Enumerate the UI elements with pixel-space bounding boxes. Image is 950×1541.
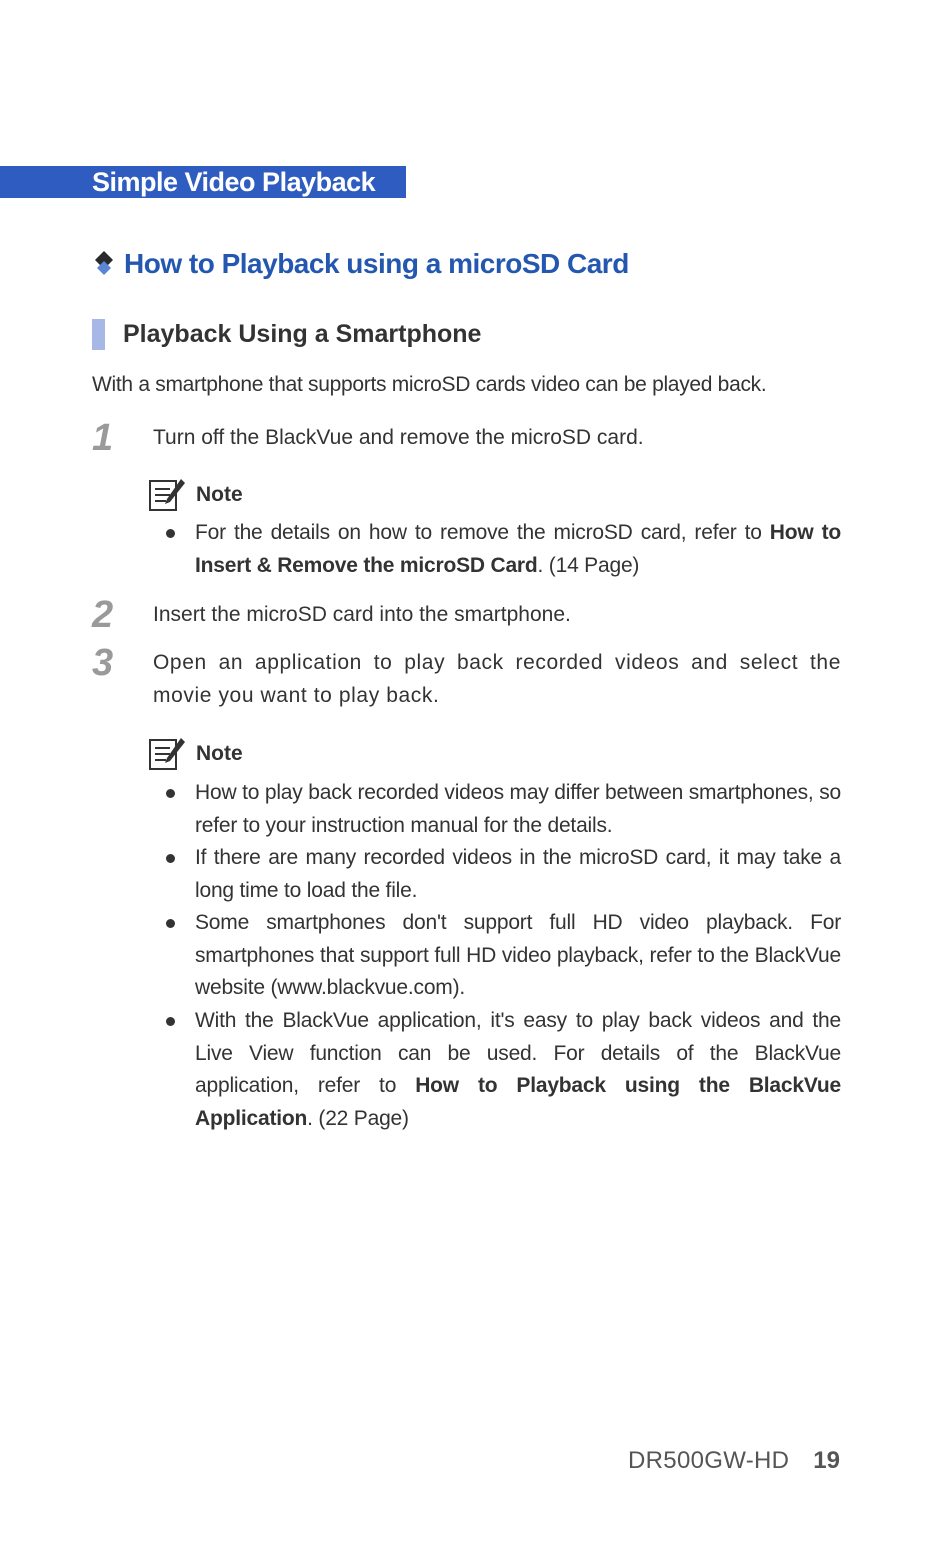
note-label-1: Note — [196, 483, 243, 506]
page-footer — [628, 1447, 840, 1475]
subheading-text: Playback Using a Smartphone — [123, 319, 482, 348]
section-title: Simple Video Playback — [92, 167, 376, 197]
note-2-bullet-4-page-ref: . (22 Page) — [307, 1106, 409, 1130]
subheading — [92, 318, 481, 350]
subheading-bar — [92, 319, 105, 350]
note-pencil-icon — [148, 736, 186, 772]
section-title-bar — [0, 166, 406, 198]
note-2-bullet-2: If there are many recorded videos in the microSD card, it may take a long time to load the file. — [195, 842, 841, 907]
note-heading-1 — [148, 477, 243, 513]
main-heading — [92, 246, 629, 282]
model-name: DR500GW-HD — [628, 1447, 790, 1474]
diamond-icon — [92, 248, 118, 280]
note-2-bullet-4 — [195, 1005, 841, 1135]
heading-text: How to Playback using a microSD Card — [124, 248, 629, 279]
page-number: 19 — [813, 1447, 840, 1474]
note-heading-2 — [148, 736, 243, 772]
note-1-bullet — [195, 517, 841, 582]
step-number-3: 3 — [92, 642, 114, 684]
note-2-bullet-3: Some smartphones don't support full HD video playback. For smartphones that support full HD video playback, refer to the BlackVue website (www.blackvue.com). — [195, 907, 841, 1005]
step-text-2: Insert the microSD card into the smartphone. — [153, 603, 571, 626]
note-1-text: For the details on how to remove the microSD card, refer to — [195, 521, 770, 544]
note-2-bullet-4-text: With the BlackVue application, it's easy to play back videos and the Live View function can be used. For details of the BlackVue application, refer to — [195, 1009, 841, 1097]
note-label-2: Note — [196, 742, 243, 765]
note-1-page-ref: . (14 Page) — [537, 553, 640, 577]
step-number-1: 1 — [92, 417, 114, 459]
step-number-2: 2 — [92, 594, 114, 636]
note-2-bullet-1: How to play back recorded videos may differ between smartphones, so refer to your instruction manual for the details. — [195, 777, 841, 842]
note-2-bullet-4-link-text: How to Playback using the BlackVue Application — [195, 1074, 841, 1130]
step-text-1: Turn off the BlackVue and remove the microSD card. — [153, 426, 644, 449]
note-1-link-text: How to Insert & Remove the microSD Card — [195, 521, 841, 577]
intro-text: With a smartphone that supports microSD cards video can be played back. — [92, 373, 767, 396]
note-pencil-icon — [148, 477, 186, 513]
step-text-3: Open an application to play back recorded videos and select the movie you want to play back. — [153, 651, 841, 707]
